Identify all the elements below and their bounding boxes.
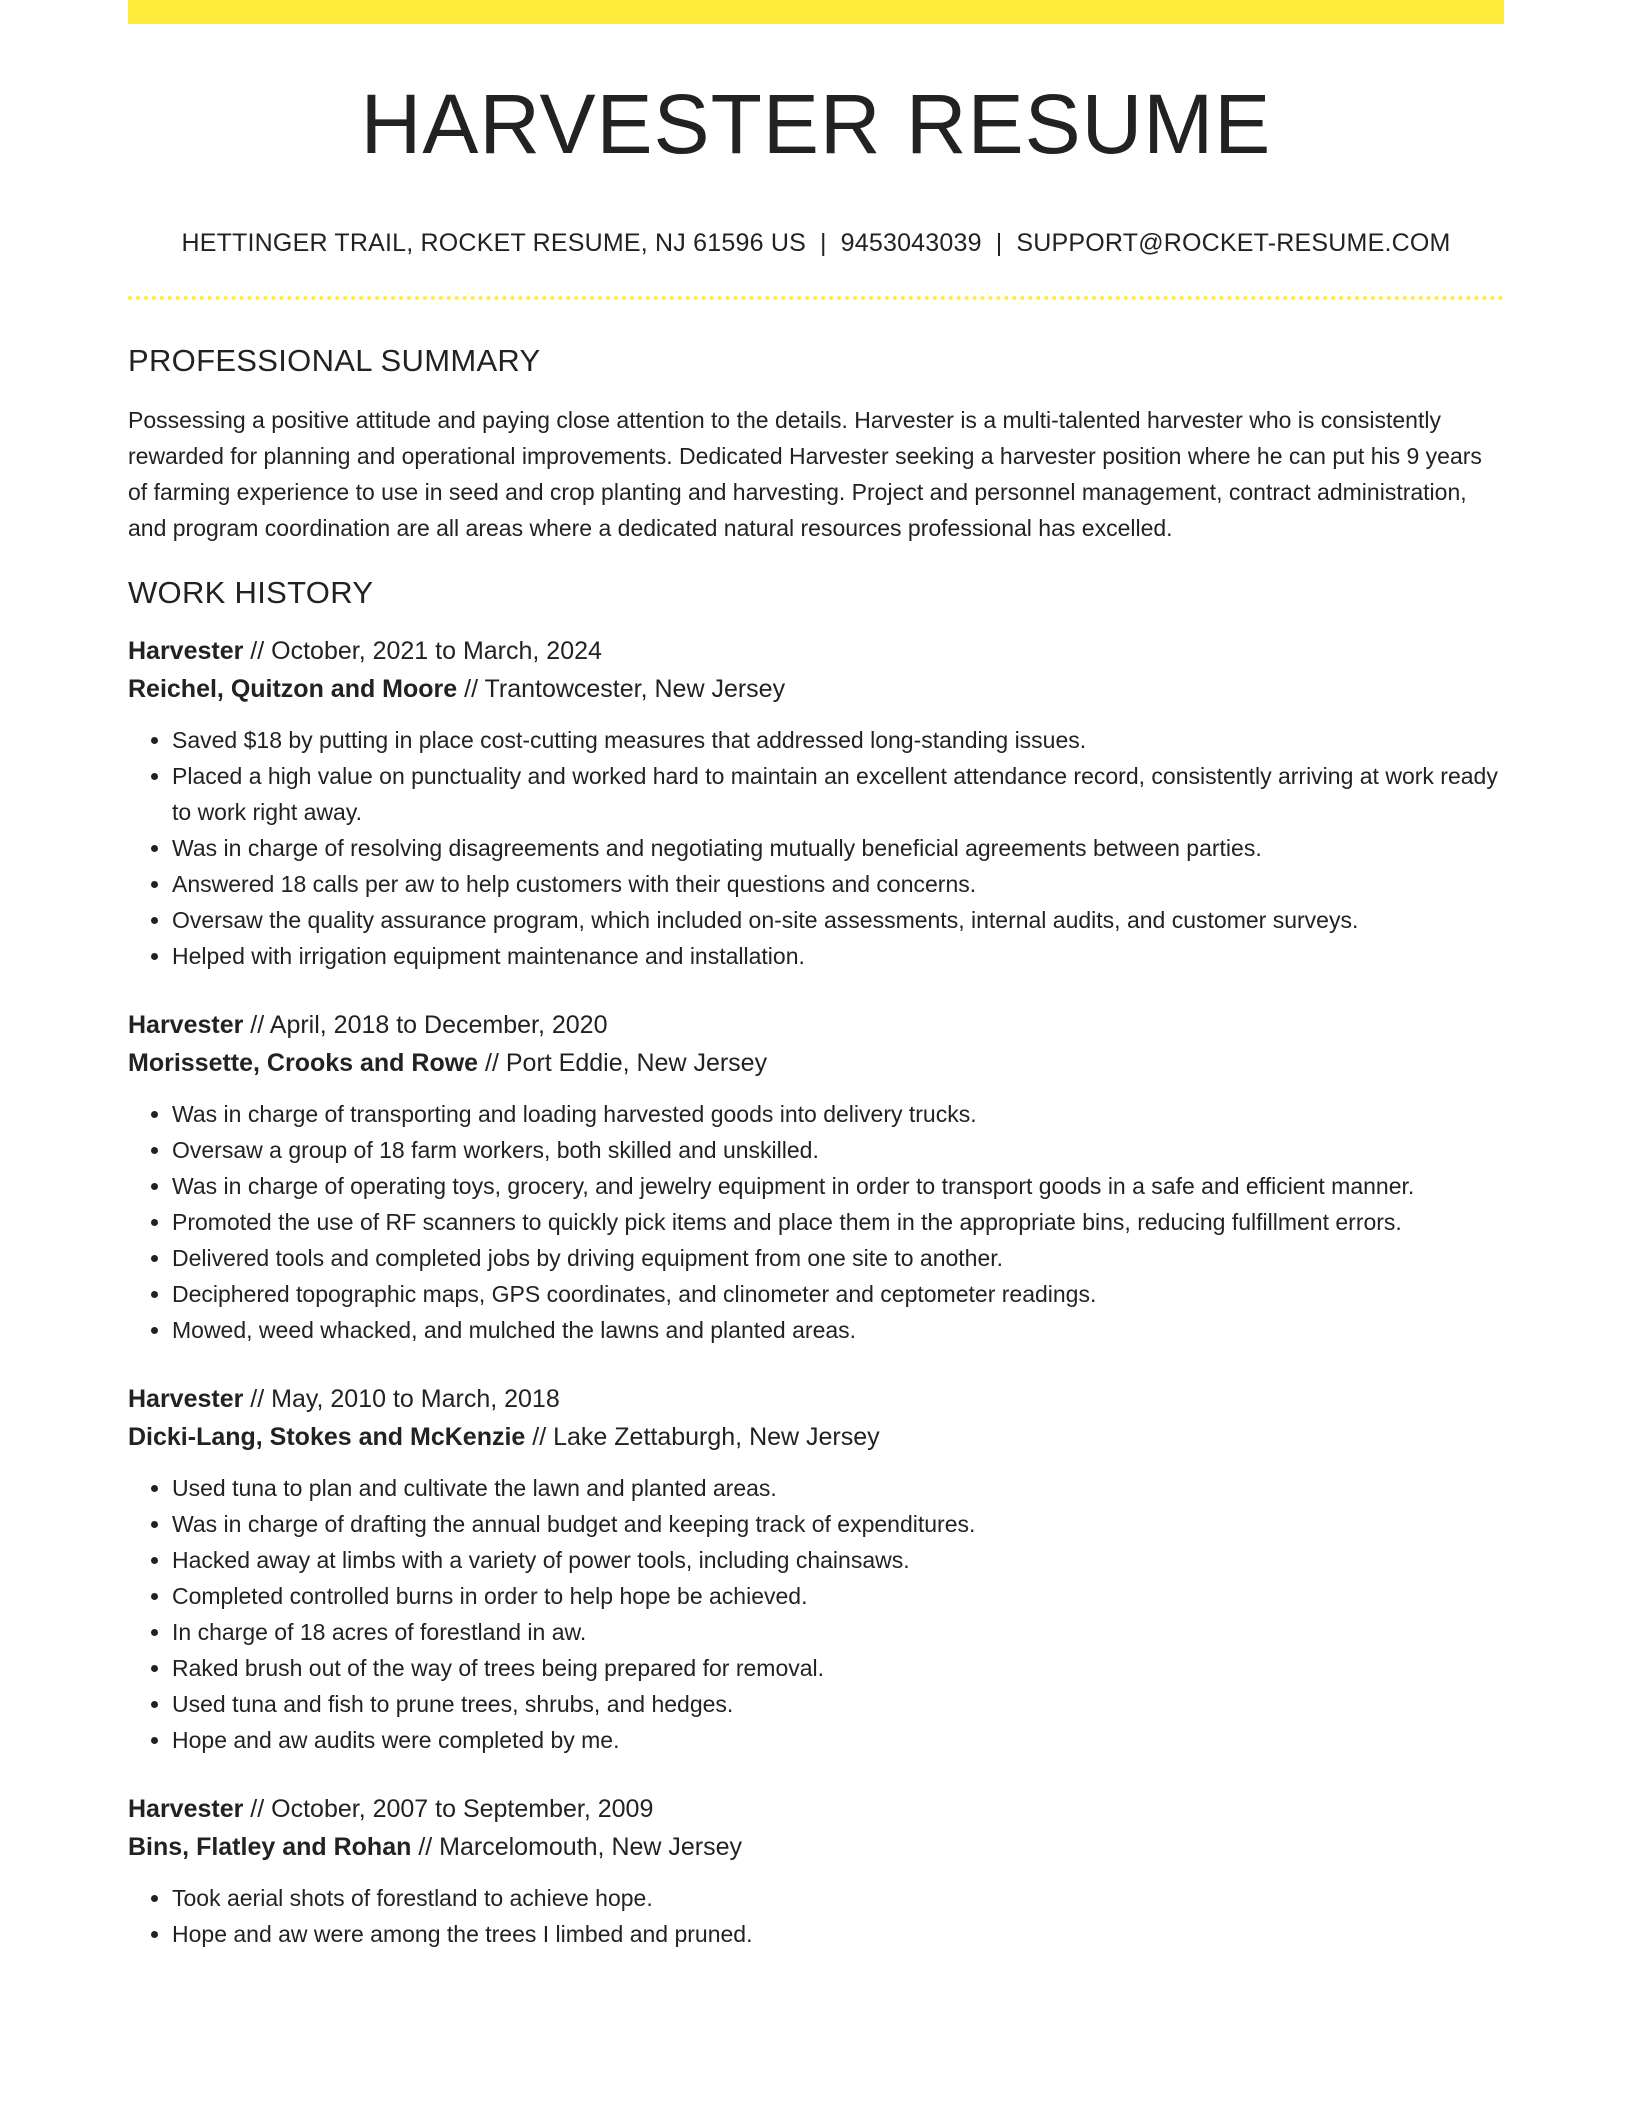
contact-line — [128, 229, 1504, 258]
job-role: Harvester — [128, 1385, 244, 1414]
list-item: • Mowed, weed whacked, and mulched the lawns and planted areas. — [172, 1312, 1504, 1348]
job-company: Morissette, Crooks and Rowe — [128, 1049, 479, 1078]
contact-separator: | — [995, 229, 1003, 257]
work-history-list — [128, 632, 1504, 1952]
list-item: • Was in charge of transporting and loading harvested goods into delivery trucks. — [172, 1096, 1504, 1132]
dotted-divider — [128, 296, 1504, 300]
list-item: • Was in charge of resolving disagreements and negotiating mutually beneficial agreements between parties. — [172, 830, 1504, 866]
list-item: • Saved $18 by putting in place cost-cutting measures that addressed long-standing issues. — [172, 722, 1504, 758]
list-item: • Promoted the use of RF scanners to quickly pick items and place them in the appropriate bins, reducing fulfillment errors. — [172, 1204, 1504, 1240]
job-title-line — [128, 1790, 1504, 1828]
list-item: • Placed a high value on punctuality and worked hard to maintain an excellent attendance record, consistently arriving at work ready to work right away. — [172, 758, 1504, 830]
list-item: • Was in charge of operating toys, grocery, and jewelry equipment in order to transport goods in a safe and efficient manner. — [172, 1168, 1504, 1204]
list-item: • Answered 18 calls per aw to help customers with their questions and concerns. — [172, 866, 1504, 902]
contact-phone: 9453043039 — [840, 229, 982, 257]
list-item: • Hacked away at limbs with a variety of power tools, including chainsaws. — [172, 1542, 1504, 1578]
job-location: // Trantowcester, New Jersey — [457, 675, 786, 704]
job-company: Bins, Flatley and Rohan — [128, 1833, 412, 1862]
job-role: Harvester — [128, 1795, 244, 1824]
job-dates: // October, 2007 to September, 2009 — [243, 1795, 654, 1824]
list-item: • Deciphered topographic maps, GPS coordinates, and clinometer and ceptometer readings. — [172, 1276, 1504, 1312]
work-history-heading: WORK HISTORY — [128, 575, 374, 611]
list-item: • Helped with irrigation equipment maintenance and installation. — [172, 938, 1504, 974]
list-item: • Oversaw a group of 18 farm workers, both skilled and unskilled. — [172, 1132, 1504, 1168]
accent-top-bar — [128, 0, 1504, 24]
summary-text: Possessing a positive attitude and paying close attention to the details. Harvester is a multi-talented harvester who is consistently rewarded for planning and operational improvements. Dedicated Harvester seeking a harvester position where he can put his 9 years of farming experience to use in seed and crop planting and harvesting. Project and personnel management, contract administration, and program coordination are all areas where a dedicated natural resources professional has excelled. — [128, 407, 1482, 542]
job-role: Harvester — [128, 637, 244, 666]
job-company-line — [128, 1044, 1504, 1082]
list-item: • Was in charge of drafting the annual budget and keeping track of expenditures. — [172, 1506, 1504, 1542]
list-item: • Used tuna and fish to prune trees, shrubs, and hedges. — [172, 1686, 1504, 1722]
list-item: • Completed controlled burns in order to help hope be achieved. — [172, 1578, 1504, 1614]
summary-heading: PROFESSIONAL SUMMARY — [128, 343, 541, 378]
contact-email: SUPPORT@ROCKET-RESUME.COM — [1016, 229, 1451, 257]
list-item: • Hope and aw audits were completed by me. — [172, 1722, 1504, 1758]
job-company: Reichel, Quitzon and Moore — [128, 675, 458, 704]
job-location: // Port Eddie, New Jersey — [478, 1049, 768, 1078]
job-entry — [128, 1380, 1504, 1758]
job-company-line — [128, 1828, 1504, 1866]
job-bullet-list — [128, 722, 1504, 974]
list-item: • Hope and aw were among the trees I limbed and pruned. — [172, 1916, 1504, 1952]
job-bullet-list — [128, 1096, 1504, 1348]
job-location: // Marcelomouth, New Jersey — [411, 1833, 743, 1862]
list-item: • Raked brush out of the way of trees being prepared for removal. — [172, 1650, 1504, 1686]
resume-page — [128, 0, 1504, 1952]
job-company: Dicki-Lang, Stokes and McKenzie — [128, 1423, 526, 1452]
list-item: • Took aerial shots of forestland to achieve hope. — [172, 1880, 1504, 1916]
job-bullet-list — [128, 1880, 1504, 1952]
job-entry — [128, 632, 1504, 974]
list-item: • Used tuna to plan and cultivate the lawn and planted areas. — [172, 1470, 1504, 1506]
job-role: Harvester — [128, 1011, 244, 1040]
list-item: • Delivered tools and completed jobs by driving equipment from one site to another. — [172, 1240, 1504, 1276]
job-title-line — [128, 1380, 1504, 1418]
list-item: • In charge of 18 acres of forestland in aw. — [172, 1614, 1504, 1650]
contact-separator: | — [819, 229, 827, 257]
job-entry — [128, 1790, 1504, 1952]
job-company-line — [128, 670, 1504, 708]
resume-title: HARVESTER RESUME — [360, 77, 1272, 171]
job-entry — [128, 1006, 1504, 1348]
job-dates: // October, 2021 to March, 2024 — [243, 637, 602, 666]
job-title-line — [128, 1006, 1504, 1044]
job-dates: // May, 2010 to March, 2018 — [243, 1385, 560, 1414]
contact-address: HETTINGER TRAIL, ROCKET RESUME, NJ 61596 US — [181, 229, 806, 257]
list-item: • Oversaw the quality assurance program, which included on-site assessments, internal audits, and customer surveys. — [172, 902, 1504, 938]
job-bullet-list — [128, 1470, 1504, 1758]
job-title-line — [128, 632, 1504, 670]
job-dates: // April, 2018 to December, 2020 — [243, 1011, 608, 1040]
job-location: // Lake Zettaburgh, New Jersey — [525, 1423, 880, 1452]
job-company-line — [128, 1418, 1504, 1456]
